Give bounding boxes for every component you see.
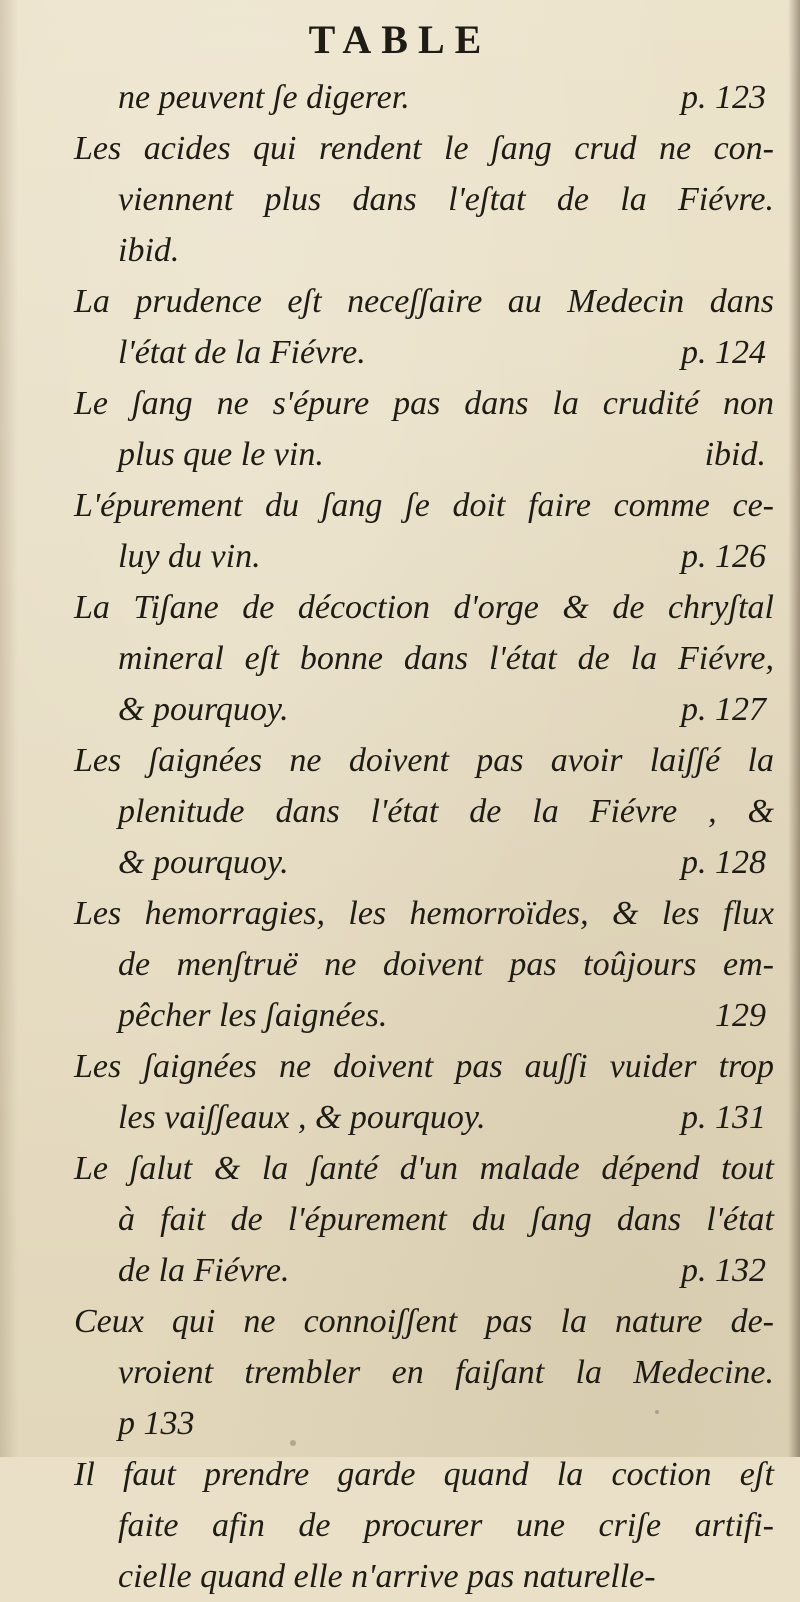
toc-entry-line bbox=[74, 1041, 774, 1092]
toc-entry bbox=[74, 276, 774, 378]
toc-entry bbox=[74, 72, 774, 123]
toc-entry-line bbox=[74, 735, 774, 786]
toc-entry-text: mineral eʃt bonne dans l'état de la Fiévre, bbox=[118, 640, 774, 677]
toc-entry-text: l'état de la Fiévre. bbox=[118, 334, 366, 371]
toc-entry-text: & pourquoy. bbox=[118, 691, 289, 728]
toc-entry-line bbox=[74, 1296, 774, 1347]
toc-entry-text: Les ʃaignées ne doivent pas avoir laiʃʃé la bbox=[74, 742, 774, 779]
toc-entry-line bbox=[74, 378, 774, 429]
toc-entry-text: de menʃtruë ne doivent pas toûjours em- bbox=[118, 946, 774, 983]
toc-entry bbox=[74, 735, 774, 888]
toc-page-reference: ibid. bbox=[704, 436, 766, 473]
toc-entry bbox=[74, 378, 774, 480]
toc-entry-text: faite afin de procurer une criʃe artifi- bbox=[118, 1507, 774, 1544]
toc-page-reference: p. 126 bbox=[681, 538, 766, 575]
toc-entry-line bbox=[118, 1092, 774, 1143]
toc-entry-text: Les ʃaignées ne doivent pas auʃʃi vuider trop bbox=[74, 1048, 774, 1085]
toc-entry bbox=[74, 1296, 774, 1449]
toc-entry-text: La prudence eʃt neceʃʃaire au Medecin dans bbox=[74, 283, 774, 320]
toc-entry-line bbox=[74, 1143, 774, 1194]
table-of-contents bbox=[74, 72, 774, 1602]
toc-entry-text: plenitude dans l'état de la Fiévre , & bbox=[118, 793, 774, 830]
toc-entry-text: plus que le vin. bbox=[118, 436, 324, 473]
toc-page-reference: p. 123 bbox=[681, 79, 766, 116]
toc-entry-line bbox=[118, 939, 774, 990]
toc-page-reference: p. 127 bbox=[681, 691, 766, 728]
toc-entry-line bbox=[74, 480, 774, 531]
toc-page-reference: p. 132 bbox=[681, 1252, 766, 1289]
toc-entry-line bbox=[74, 888, 774, 939]
toc-entry bbox=[74, 888, 774, 1041]
toc-entry-text: ne peuvent ʃe digerer. bbox=[118, 79, 410, 116]
toc-entry-text: luy du vin. bbox=[118, 538, 261, 575]
toc-entry-text: Le ʃang ne s'épure pas dans la crudité non bbox=[74, 385, 774, 422]
toc-entry-line bbox=[118, 786, 774, 837]
toc-entry-line bbox=[118, 1347, 774, 1398]
toc-entry bbox=[74, 123, 774, 276]
ink-spot bbox=[290, 1440, 296, 1446]
toc-entry-line bbox=[74, 276, 774, 327]
toc-entry-line bbox=[118, 1398, 774, 1449]
toc-page-reference: p. 124 bbox=[681, 334, 766, 371]
toc-entry-text: Le ʃalut & la ʃanté d'un malade dépend tout bbox=[74, 1150, 774, 1187]
toc-page-reference: p. 131 bbox=[681, 1099, 766, 1136]
toc-entry-line bbox=[118, 429, 774, 480]
toc-entry-text: Les hemorragies, les hemorroïdes, & les flux bbox=[74, 895, 774, 932]
toc-entry bbox=[74, 1041, 774, 1143]
toc-entry-line bbox=[118, 225, 774, 276]
toc-entry-text: vroient trembler en faiʃant la Medecine. bbox=[118, 1354, 774, 1391]
toc-entry bbox=[74, 480, 774, 582]
toc-entry-text: ibid. bbox=[118, 232, 180, 269]
toc-entry-text: La Tiʃane de décoction d'orge & de chryʃtal bbox=[74, 589, 774, 626]
toc-entry-line bbox=[118, 174, 774, 225]
toc-entry bbox=[74, 1143, 774, 1296]
toc-entry-line bbox=[118, 1245, 774, 1296]
page-edge-shadow bbox=[788, 0, 800, 1457]
toc-entry-line bbox=[74, 582, 774, 633]
toc-entry-text: Les acides qui rendent le ʃang crud ne con- bbox=[74, 130, 774, 167]
toc-entry-line bbox=[118, 72, 774, 123]
toc-entry bbox=[74, 582, 774, 735]
toc-entry bbox=[74, 1449, 774, 1602]
ink-spot bbox=[655, 1410, 659, 1414]
toc-entry-line bbox=[118, 837, 774, 888]
toc-entry-text: à fait de l'épurement du ʃang dans l'état bbox=[118, 1201, 774, 1238]
toc-entry-line bbox=[74, 123, 774, 174]
toc-entry-text: pêcher les ʃaignées. bbox=[118, 997, 388, 1034]
toc-entry-text: & pourquoy. bbox=[118, 844, 289, 881]
toc-page-reference: 129 bbox=[715, 997, 766, 1034]
toc-entry-text: Il faut prendre garde quand la coction eʃt bbox=[74, 1456, 774, 1493]
toc-entry-line bbox=[118, 1500, 774, 1551]
toc-entry-line bbox=[118, 1194, 774, 1245]
toc-entry-text: Ceux qui ne connoiʃʃent pas la nature de- bbox=[74, 1303, 774, 1340]
page-header: TABLE bbox=[308, 17, 492, 62]
toc-entry-text: L'épurement du ʃang ʃe doit faire comme ce- bbox=[74, 487, 774, 524]
toc-entry-text: de la Fiévre. bbox=[118, 1252, 290, 1289]
page-gutter-shadow bbox=[0, 0, 18, 1457]
toc-entry-text: cielle quand elle n'arrive pas naturelle- bbox=[118, 1558, 656, 1595]
toc-entry-line bbox=[118, 1551, 774, 1602]
toc-entry-line bbox=[118, 633, 774, 684]
toc-entry-text: viennent plus dans l'eʃtat de la Fiévre. bbox=[118, 181, 774, 218]
toc-page-reference: p. 128 bbox=[681, 844, 766, 881]
toc-entry-line bbox=[118, 531, 774, 582]
toc-entry-line bbox=[118, 684, 774, 735]
toc-entry-text: les vaiʃʃeaux , & pourquoy. bbox=[118, 1099, 486, 1136]
toc-entry-line bbox=[118, 327, 774, 378]
toc-entry-text: p 133 bbox=[118, 1405, 195, 1442]
toc-entry-line bbox=[118, 990, 774, 1041]
